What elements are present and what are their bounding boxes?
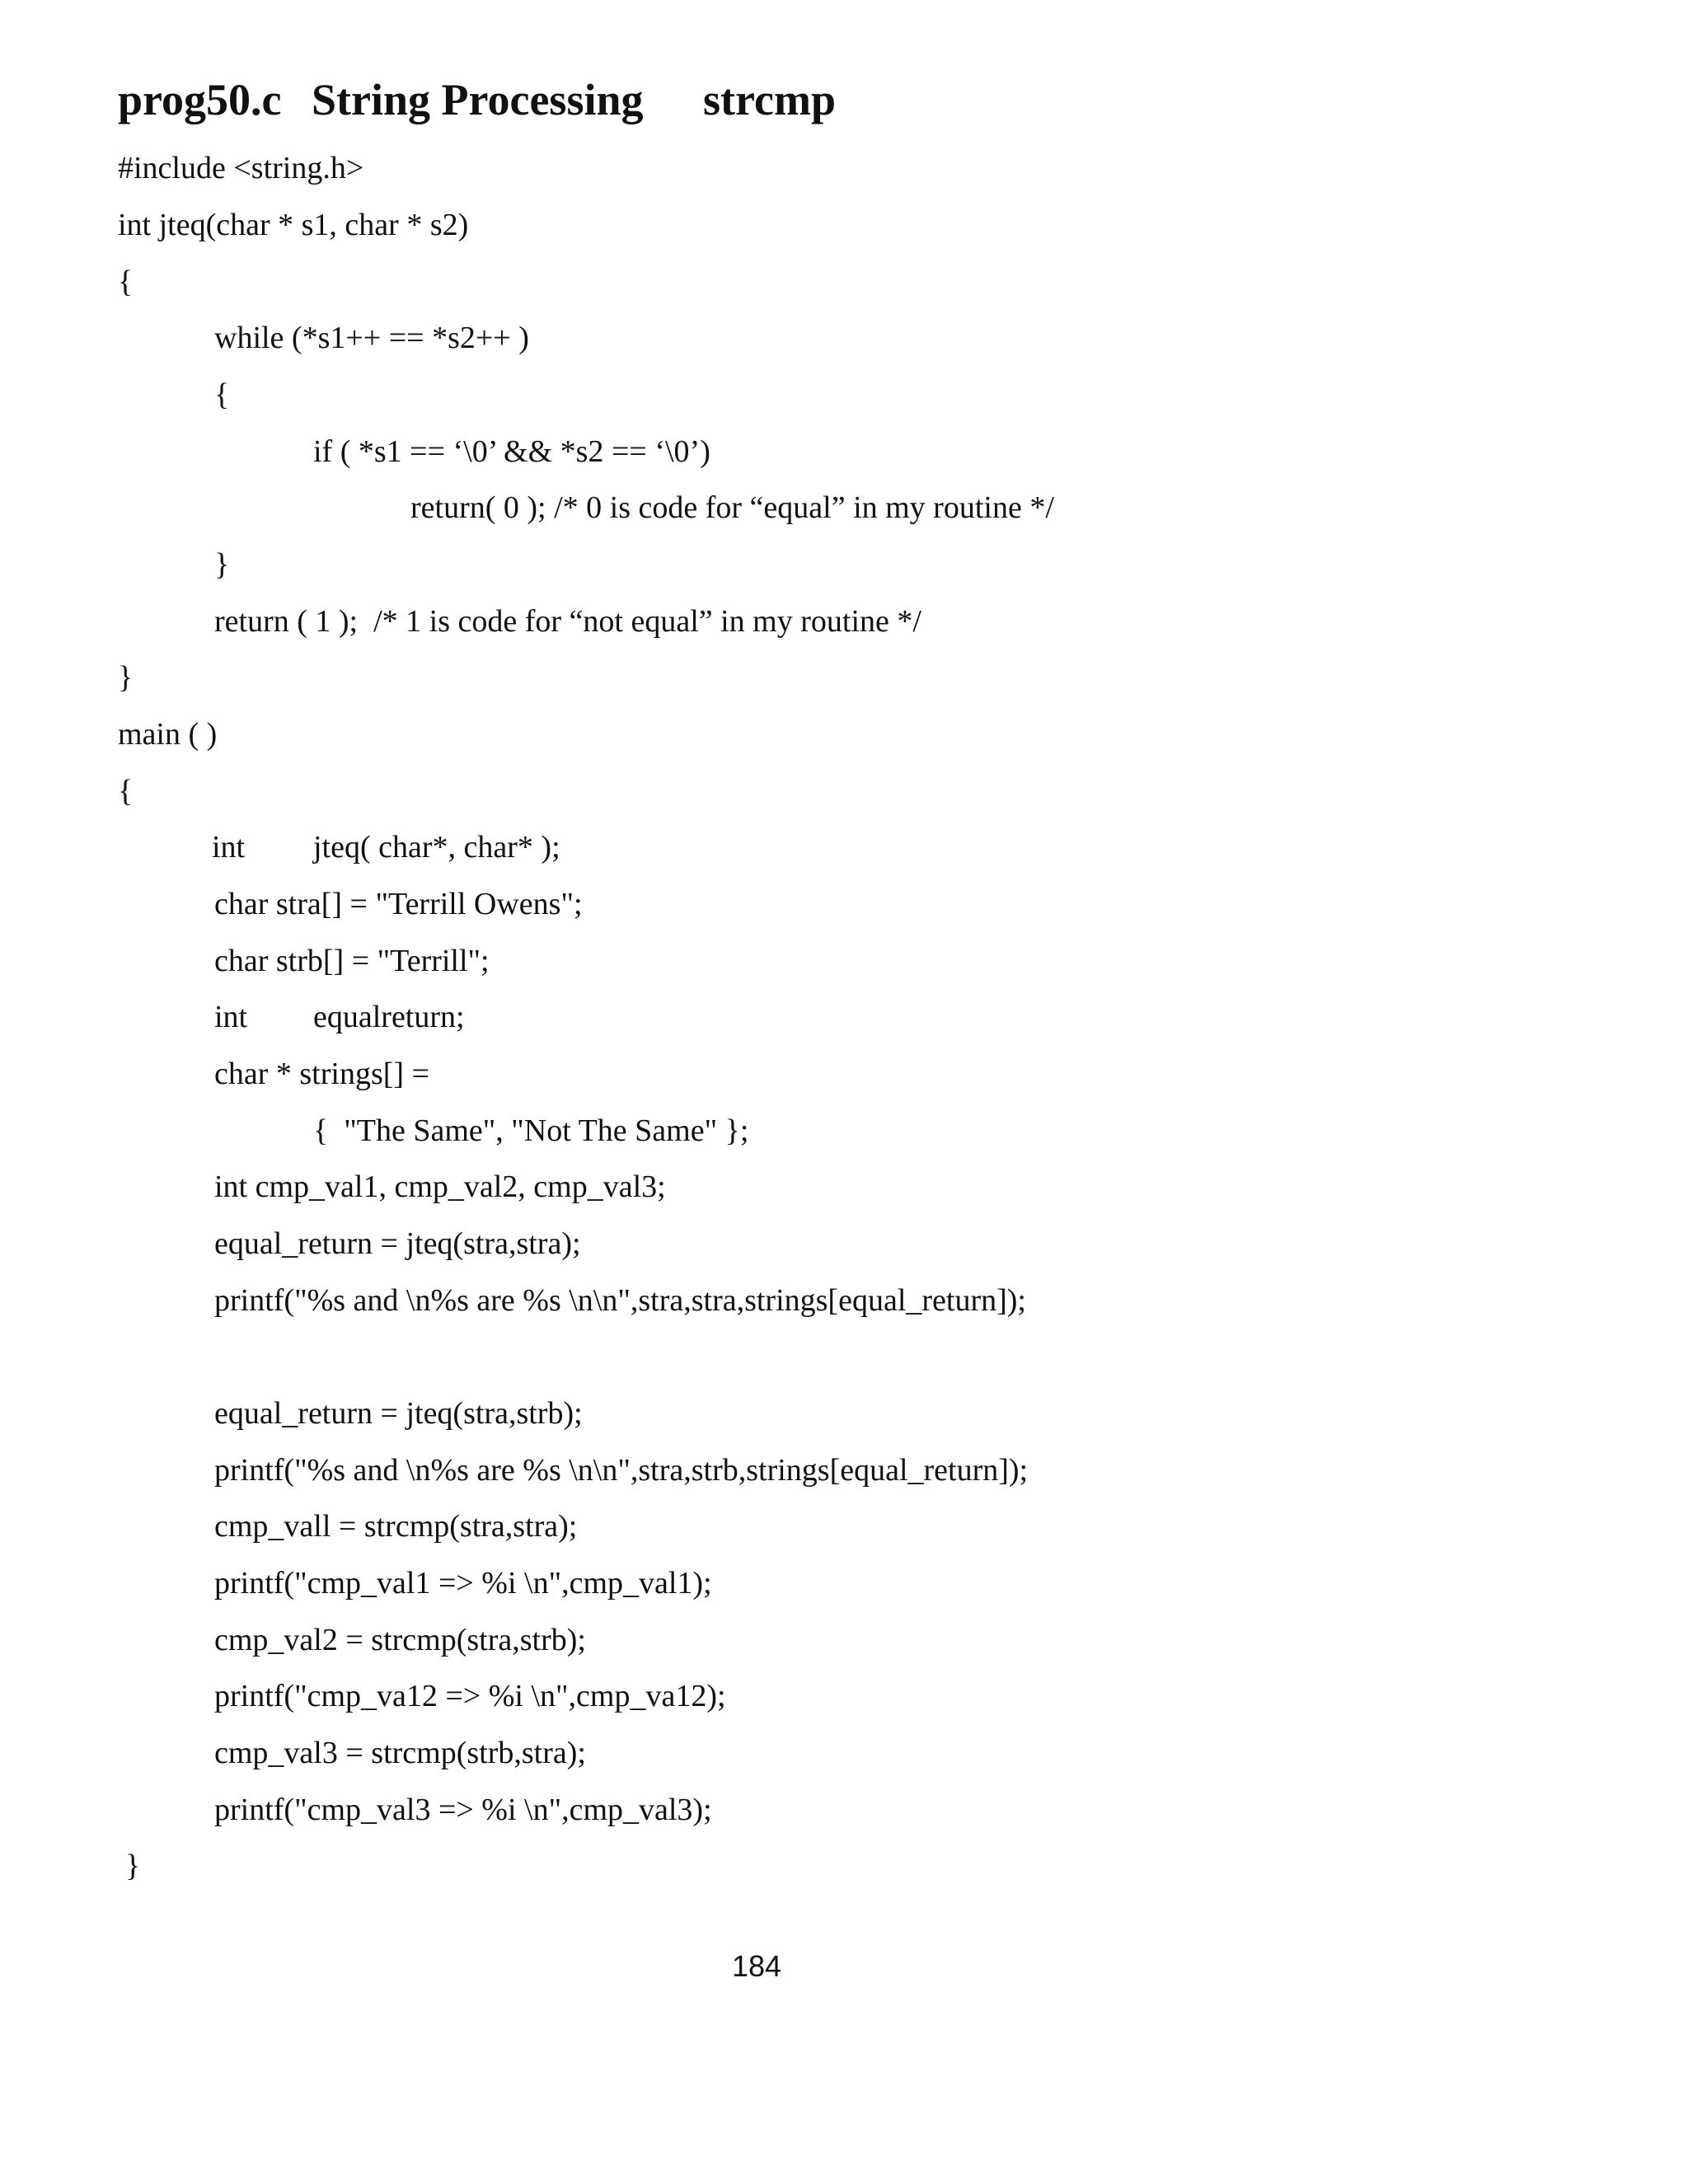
title-topic: String Processing xyxy=(312,75,644,124)
title-function: strcmp xyxy=(703,75,836,124)
page-title xyxy=(118,73,836,127)
code-cmp-val3: cmp_val3 = strcmp(strb,stra); xyxy=(214,1736,586,1770)
code-printf-5: printf("cmp_val3 => %i \n",cmp_val3); xyxy=(214,1793,712,1827)
code-equal-return-2: equal_return = jteq(stra,strb); xyxy=(214,1396,583,1431)
code-equal-return-1: equal_return = jteq(stra,stra); xyxy=(214,1226,581,1261)
code-while-line: while (*s1++ == *s2++ ) xyxy=(214,321,529,355)
code-brace-open: { xyxy=(118,774,134,808)
code-cmp-val1: cmp_vall = strcmp(stra,stra); xyxy=(214,1509,578,1544)
code-brace-close: } xyxy=(118,660,134,695)
code-printf-4: printf("cmp_va12 => %i \n",cmp_va12); xyxy=(214,1679,726,1713)
code-return-equal: return( 0 ); /* 0 is code for “equal” in my routine */ xyxy=(410,490,1054,525)
code-equalreturn-decl xyxy=(214,997,465,1037)
code-keyword-int: int xyxy=(212,830,246,865)
code-jteq-signature: int jteq(char * s1, char * s2) xyxy=(118,208,469,242)
code-brace-close: } xyxy=(214,547,230,582)
code-stra-decl: char stra[] = "Terrill Owens"; xyxy=(214,887,583,921)
code-jteq-prototype xyxy=(212,827,560,867)
title-filename: prog50.c xyxy=(118,75,282,124)
code-brace-open: { xyxy=(214,377,230,412)
code-jteq-decl: jteq( char*, char* ); xyxy=(313,830,560,865)
code-strb-decl: char strb[] = "Terrill"; xyxy=(214,944,490,978)
code-brace-open: { xyxy=(118,265,134,299)
code-return-not-equal: return ( 1 ); /* 1 is code for “not equal” in my routine */ xyxy=(214,604,921,639)
code-printf-1: printf("%s and \n%s are %s \n\n",stra,stra,strings[equal_return]); xyxy=(214,1283,1026,1318)
code-strings-init: { "The Same", "Not The Same" }; xyxy=(313,1113,749,1148)
code-main-signature: main ( ) xyxy=(118,717,218,752)
code-printf-3: printf("cmp_val1 => %i \n",cmp_val1); xyxy=(214,1566,712,1601)
page-number: 184 xyxy=(731,1949,782,1983)
code-include: #include <string.h> xyxy=(118,151,364,185)
code-cmp-val2: cmp_val2 = strcmp(stra,strb); xyxy=(214,1623,586,1657)
code-brace-close: } xyxy=(125,1849,141,1883)
code-cmp-decl: int cmp_val1, cmp_val2, cmp_val3; xyxy=(214,1169,666,1204)
code-if-line: if ( *s1 == ‘\0’ && *s2 == ‘\0’) xyxy=(313,434,710,469)
code-keyword-int: int xyxy=(214,1000,248,1034)
code-strings-decl: char * strings[] = xyxy=(214,1057,429,1091)
code-printf-2: printf("%s and \n%s are %s \n\n",stra,strb,strings[equal_return]); xyxy=(214,1453,1029,1488)
code-equalreturn-name: equalreturn; xyxy=(313,1000,465,1034)
